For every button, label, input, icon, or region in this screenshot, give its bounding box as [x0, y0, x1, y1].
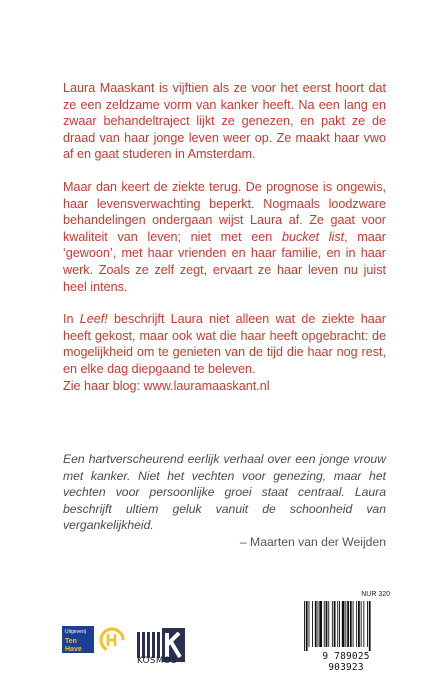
kosmos-logo-text: KOSMOS	[137, 656, 178, 666]
barcode-bar	[328, 601, 329, 647]
barcode-bar	[369, 601, 371, 651]
blurb-paragraph-3	[63, 311, 386, 377]
barcode-bar	[304, 601, 305, 651]
barcode-bar	[326, 601, 328, 647]
barcode-bars	[302, 601, 390, 651]
barcode-bar	[361, 601, 362, 647]
blurb-p3-text-b: beschrijft Laura niet alleen wat de ziekte haar heeft gekost, maar ook wat die haar heeft opgebracht: de mogelijkheid om te genieten van de tijd die haar nog rest, en elke dag diepgaand te beleven.	[63, 312, 386, 376]
nur-code: NUR 320	[361, 591, 390, 598]
barcode-bar	[367, 601, 368, 647]
blog-url-text: Zie haar blog: www.lauramaaskant.nl	[63, 378, 270, 393]
blurb-paragraph-1	[63, 80, 386, 163]
barcode-bar	[358, 601, 360, 647]
barcode-bar	[345, 601, 346, 647]
isbn-digits: 9 789025 903923	[322, 651, 370, 673]
blurb-p2-emphasis: bucket list	[281, 229, 345, 244]
barcode-bar	[356, 601, 357, 647]
ten-have-logo-name: Ten Have	[65, 638, 82, 653]
barcode-bar	[363, 601, 364, 647]
quote-author: – Maarten van der Weijden	[239, 534, 386, 549]
barcode-bar	[350, 601, 352, 647]
barcode-bar	[353, 601, 354, 647]
publisher-h-logo-icon	[99, 627, 125, 653]
barcode-bar	[319, 601, 322, 647]
isbn-barcode	[302, 591, 390, 673]
barcode-bar	[318, 601, 319, 647]
endorsement-quote	[63, 451, 386, 551]
blurb-p1-text: Laura Maaskant is vijftien als ze voor het eerst hoort dat ze een zeldzame vorm van kanker heeft. Na een lang en zwaar behandeltraject lijkt ze genezen, en pakt ze de draad van haar jonge leven weer op. Ze maakt haar vwo af en gaat studeren in Amsterdam.	[63, 81, 386, 162]
barcode-bar	[324, 601, 325, 647]
ten-have-logo-small-text: Uitgeverij	[65, 629, 86, 635]
blurb-p2-text-a: Maar dan keert de ziekte terug. De prognose is ongewis, haar levensverwachting beperkt. Nogmaals loodzware behandelingen ondergaan wijst Laura af. Ze gaat voor kwaliteit van leven; niet met een	[63, 179, 386, 244]
barcode-bar	[309, 601, 310, 647]
barcode-bar	[332, 601, 333, 647]
blurb-p2-text-b: , maar ‘gewoon’, met haar vrienden en haar familie, en in haar werk. Zoals ze zelf zegt, ervaart ze haar leven nu juist heel intens.	[63, 229, 386, 294]
blurb-paragraph-4	[63, 378, 386, 395]
barcode-bar	[339, 601, 340, 647]
barcode-bar	[347, 601, 349, 647]
barcode-bar	[315, 601, 317, 647]
blurb-p3-book-title: Leef!	[79, 312, 108, 327]
ten-have-logo	[62, 626, 94, 653]
barcode-bar	[306, 601, 308, 651]
barcode-bar	[337, 601, 338, 647]
barcode-bar	[334, 601, 336, 647]
book-blurb	[63, 80, 386, 394]
quote-text: Een hartverscheurend eerlijk verhaal over een jonge vrouw met kanker. Niet het vechten voor genezing, maar het vechten voor persoonlijke groei staat centraal. Laura beschrijft ultiem geluk vanuit de schoonheid van vergankelijkheid.	[63, 452, 386, 533]
blurb-paragraph-2	[63, 179, 386, 295]
barcode-bar	[312, 601, 313, 647]
barcode-bar	[342, 601, 345, 647]
blurb-p3-text-a: In	[63, 312, 80, 327]
